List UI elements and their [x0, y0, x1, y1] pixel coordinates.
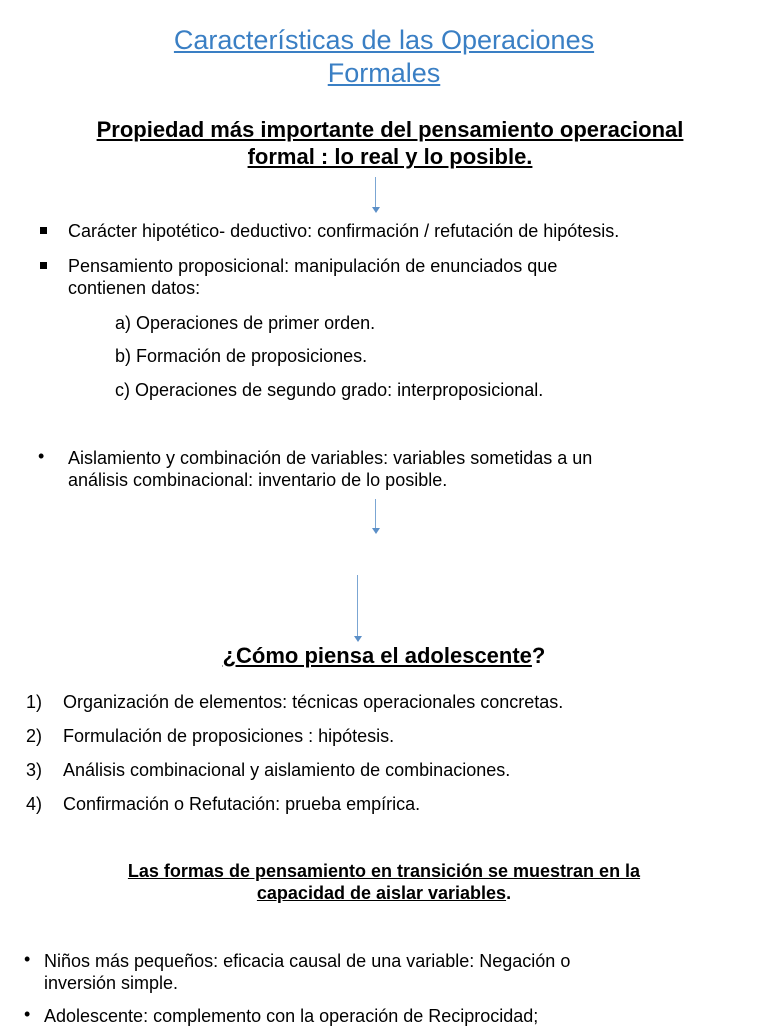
transition-line-2: capacidad de aislar variables: [256, 883, 507, 903]
item-number: 2): [26, 726, 43, 746]
page-title-line-1: Características de las Operaciones: [173, 25, 595, 55]
sub-item: c) Operaciones de segundo grado: interproposicional.: [115, 380, 544, 400]
round-bullet-icon: •: [24, 949, 31, 969]
item-text: Análisis combinacional y aislamiento de combinaciones.: [63, 760, 511, 780]
transition-statement: [40, 860, 728, 904]
numbered-item: [26, 759, 746, 781]
down-arrow-icon: [370, 499, 382, 535]
bullet-text: Carácter hipotético- deductivo: confirmación / refutación de hipótesis.: [68, 221, 620, 241]
square-bullet-icon: [40, 262, 47, 269]
bullet-text-line-1: Adolescente: complemento con la operación de Reciprocidad;: [44, 1006, 539, 1026]
down-arrow-icon: [370, 177, 382, 213]
sub-item: a) Operaciones de primer orden.: [115, 313, 376, 333]
question-heading-text: ¿Cómo piensa el adolescente: [222, 643, 532, 668]
page-title-line-2: Formales: [327, 58, 441, 88]
down-arrow-icon: [352, 575, 364, 643]
numbered-item: [26, 691, 746, 713]
bullet-text-line-2: contienen datos:: [68, 278, 201, 298]
bullet-item: [40, 220, 750, 242]
bullet-text-line-1: Pensamiento proposicional: manipulación de enunciados que: [68, 256, 558, 276]
round-bullet-icon: •: [24, 1004, 31, 1024]
round-bullet-icon: •: [38, 446, 45, 466]
bullet-text-line-2: análisis combinacional: inventario de lo posible.: [68, 470, 448, 490]
subtitle-line-2: formal : lo real y lo posible.: [247, 144, 533, 169]
sub-item: b) Formación de proposiciones.: [115, 346, 368, 366]
section-subtitle: [0, 116, 768, 170]
bullet-text-line-2: inversión simple.: [44, 973, 179, 993]
transition-line-1: Las formas de pensamiento en transición se muestran en la: [127, 861, 641, 881]
question-heading: [0, 642, 768, 670]
item-number: 4): [26, 794, 43, 814]
item-text: Formulación de proposiciones : hipótesis.: [63, 726, 395, 746]
subtitle-line-1: Propiedad más importante del pensamiento operacional: [96, 117, 684, 142]
bullet-item: [40, 447, 750, 491]
item-text: Organización de elementos: técnicas operacionales concretas.: [63, 692, 564, 712]
bullet-item: [40, 255, 750, 299]
bullet-text-line-1: Aislamiento y combinación de variables: variables sometidas a un: [68, 448, 593, 468]
square-bullet-icon: [40, 227, 47, 234]
page-title: [0, 24, 768, 90]
transition-period: .: [506, 883, 512, 903]
item-text: Confirmación o Refutación: prueba empírica.: [63, 794, 421, 814]
bullet-text-line-1: Niños más pequeños: eficacia causal de una variable: Negación o: [44, 951, 571, 971]
item-number: 3): [26, 760, 43, 780]
question-mark: ?: [531, 643, 546, 668]
numbered-item: [26, 793, 746, 815]
numbered-item: [26, 725, 746, 747]
item-number: 1): [26, 692, 43, 712]
bullet-item: [24, 950, 744, 994]
